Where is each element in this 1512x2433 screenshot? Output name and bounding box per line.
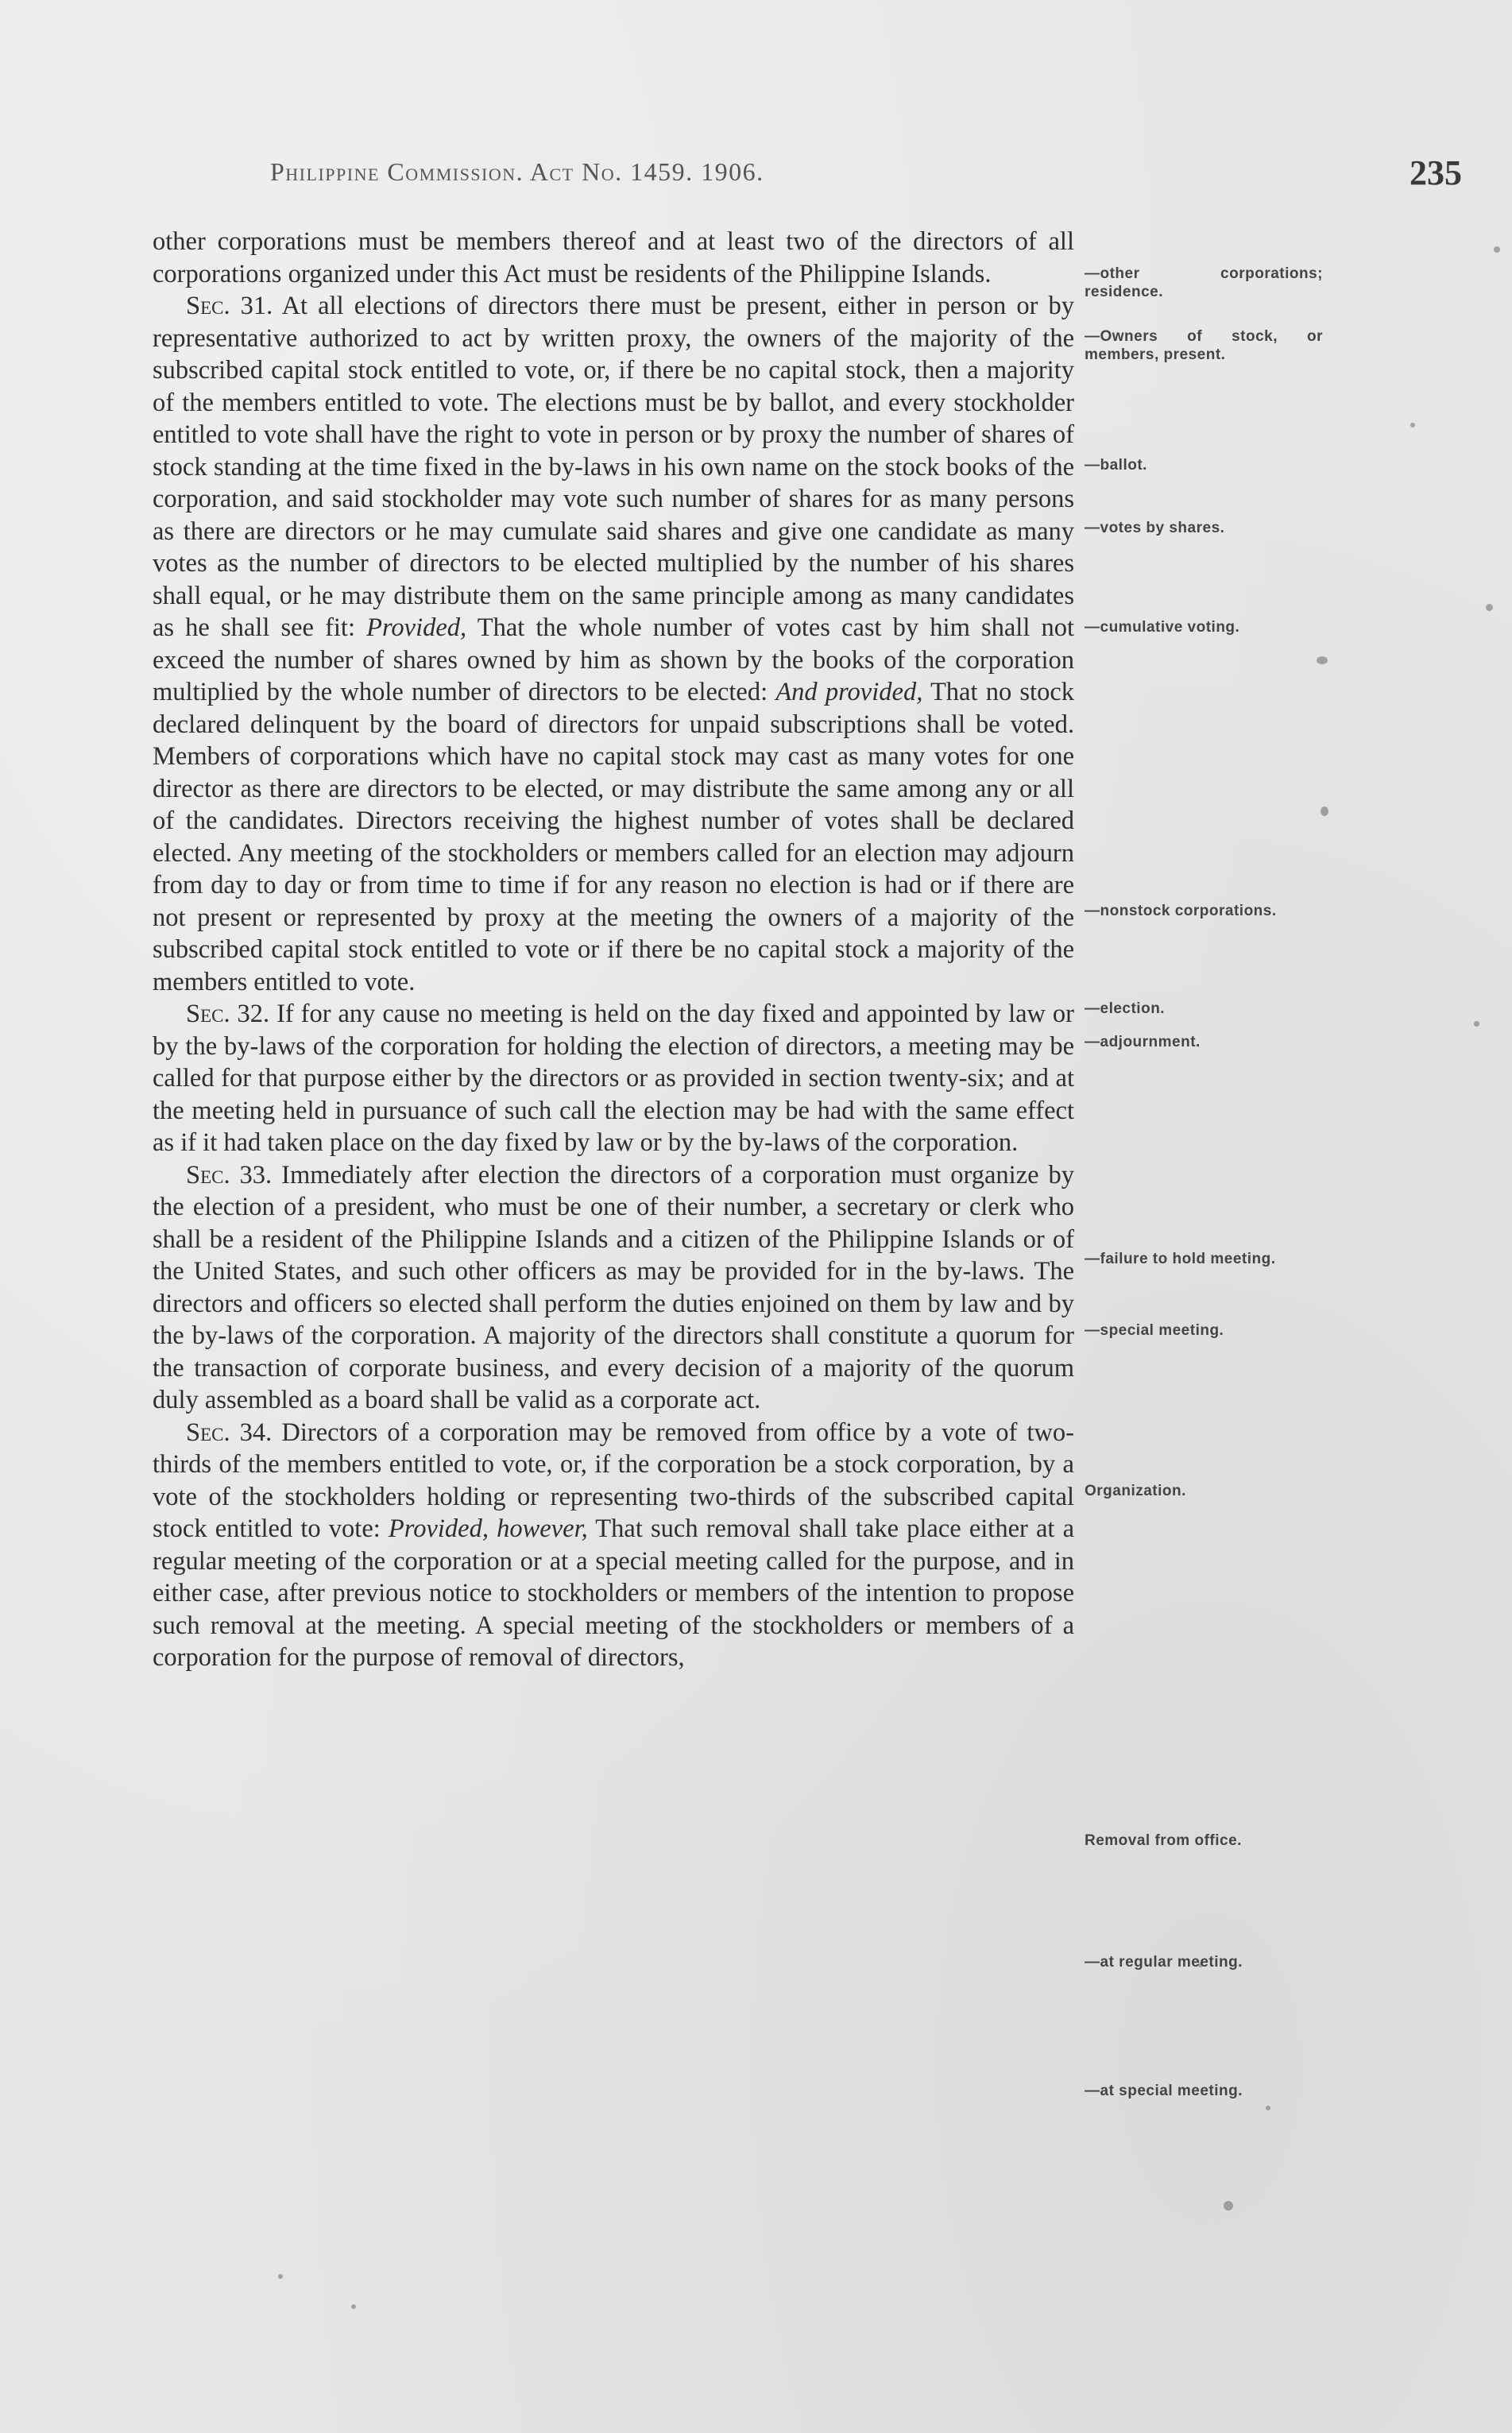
section-label: Sec. 32. xyxy=(186,1000,270,1028)
paragraph-text: Immediately after election the directors of a corporation must organize by the election of a president, who must be one of their number, a secretary or clerk who shall be a resident of the Philippine Islands and a citizen of the Philippine Islands or of the United States, and such other officers as may be provided for in the by-laws. The directors and officers so elected shall perform the duties enjoined on them by law and by the by-laws of the corporation. A majority of the directors shall constitute a quorum for the transaction of corporate business, and every decision of a majority of the quorum duly assembled as a board shall be valid as a corporate act. xyxy=(153,1160,1074,1414)
side-note-election: —election. xyxy=(1085,1000,1166,1017)
section-34 xyxy=(153,1417,1074,1674)
paragraph-text: Directors of a corporation may be removed from office by a vote of two-thirds of the members entitled to vote, or, if the corporation be a stock corporation, by a vote of the stockholders holding or representing two-thirds of the subscribed capital stock entitled to vote: xyxy=(153,1418,1074,1543)
side-note-regular-meeting: —at regular meeting. xyxy=(1085,1954,1243,1971)
section-label: Sec. 31. xyxy=(186,292,273,320)
section-32 xyxy=(153,998,1074,1159)
side-note-removal: Removal from office. xyxy=(1085,1832,1242,1849)
paragraph-continuation xyxy=(153,226,1074,290)
page-number: 235 xyxy=(1410,153,1462,192)
side-note-ballot: —ballot. xyxy=(1085,457,1147,474)
scan-speck xyxy=(1486,604,1493,611)
running-head: Philippine Commission. Act No. 1459. 1906. xyxy=(270,157,764,186)
section-label: Sec. 34. xyxy=(186,1418,273,1447)
side-note-residence: —other corporations; residence. xyxy=(1085,265,1323,300)
scan-speck xyxy=(1474,1021,1479,1027)
proviso-italic: Provided, however, xyxy=(388,1514,588,1543)
scan-speck xyxy=(351,2304,356,2309)
side-note-special-meeting: —special meeting. xyxy=(1085,1322,1224,1339)
paragraph-text: That no stock declared delinquent by the board of directors for unpaid subscriptions shall be voted. Members of corporations which have no capital stock may cast as many votes for one director as there are directors to be elected, or may distribute the same among any or all of the candidates. Directors receiving the highest number of votes shall be declared elected. Any meeting of the stockholders or members called for an election may adjourn from day to day or from time to time if for any reason no election is had or if there are not present or represented by proxy at the meeting the owners of a majority of the subscribed capital stock entitled to vote or if there be no capital stock a majority of the members entitled to vote. xyxy=(153,678,1075,996)
side-note-owners-present: —Owners of stock, or members, present. xyxy=(1085,328,1323,363)
margin-notes xyxy=(1085,0,1458,2433)
paragraph-text: If for any cause no meeting is held on the day fixed and appointed by law or by the by-laws of the corporation for holding the election of directors, a meeting may be called for that purpose either by the directors or as provided in section twenty-six; and at the meeting held in pursuance of such call the election may be had with the same effect as if it had taken place on the day fixed by law or by the by-laws of the corporation. xyxy=(153,1000,1074,1157)
paragraph-text: At all elections of directors there must be present, either in person or by representative authorized to act by written proxy, the owners of the majority of the subscribed capital stock entitled to vote, or, if there be no capital stock, then a majority of the members entitled to vote. The elections must be by ballot, and every stockholder entitled to vote shall have the right to vote in person or by proxy the number of shares of stock standing at the time fixed in the by-laws in his own name on the stock books of the corporation, and said stockholder may vote such number of shares for as many persons as there are directors or he may cumulate said shares and give one candidate as many votes as the number of directors to be elected multiplied by the number of his shares shall equal, or he may distribute them on the same principle among as many candidates as he shall see fit: xyxy=(153,292,1074,642)
side-note-cumulative-voting: —cumulative voting. xyxy=(1085,619,1240,636)
proviso-italic: Provided, xyxy=(366,613,467,642)
side-note-votes-by-shares: —votes by shares. xyxy=(1085,520,1225,536)
side-note-special-meeting-2: —at special meeting. xyxy=(1085,2083,1243,2099)
body-text xyxy=(153,226,1074,1674)
scan-speck xyxy=(1494,246,1500,253)
proviso-italic: And provided, xyxy=(775,678,923,706)
section-33 xyxy=(153,1159,1074,1417)
side-note-organization: Organization. xyxy=(1085,1483,1186,1499)
section-31 xyxy=(153,290,1074,998)
paragraph-text: That such removal shall take place either at a regular meeting of the corporation or at a special meeting called for the purpose, and in either case, after previous notice to stockholders or members of the intention to propose such removal at the meeting. A special meeting of the stockholders or members of a corporation for the purpose of removal of directors, xyxy=(153,1514,1075,1672)
scan-speck xyxy=(278,2274,283,2279)
side-note-failure-to-hold: —failure to hold meeting. xyxy=(1085,1251,1276,1267)
side-note-nonstock: —nonstock corporations. xyxy=(1085,903,1277,919)
paragraph-text: other corporations must be members thereof and at least two of the directors of all corporations organized under this Act must be residents of the Philippine Islands. xyxy=(153,227,1074,288)
side-note-adjournment: —adjournment. xyxy=(1085,1034,1201,1050)
paragraph-text: That the whole number of votes cast by him shall not exceed the number of shares owned by him as shown by the books of the corporation multiplied by the whole number of directors to be elected: xyxy=(153,613,1074,706)
section-label: Sec. 33. xyxy=(186,1160,273,1189)
